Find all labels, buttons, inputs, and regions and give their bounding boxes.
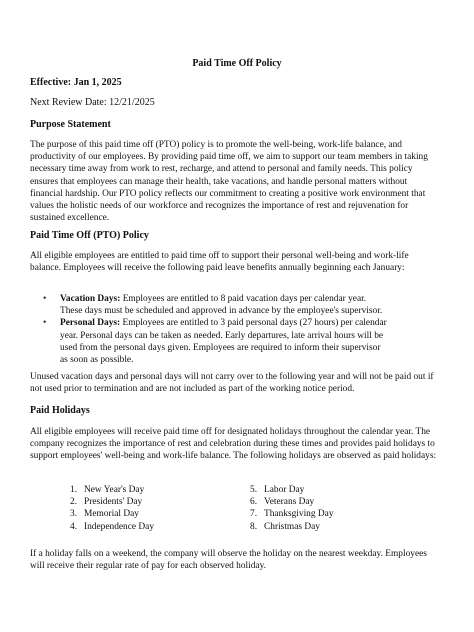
pto-benefits-list [43,293,390,366]
list-item: 1. New Year's Day [70,485,145,495]
purpose-paragraph: The purpose of this paid time off (PTO) policy is to promote the well-being, work-life balance, and productivity of our employees. By providing paid time off, we aim to support our team members in taking necessary time away from work to rest, recharge, and attend to personal and family needs. This policy ensures that employees can manage their health, take vacations, and handle personal matters without financial hardship. Our PTO policy reflects our commitment to creating a positive work environment that values the holistic needs of our workforce and recognizes the importance of rest and rejuvenation for sustained excellence. [30,140,428,224]
list-item [43,317,390,366]
list-item: 5. Labor Day [250,485,305,495]
effective-date: Effective: Jan 1, 2025 [30,77,122,88]
bullet-icon: • [43,318,47,329]
bullet-text: Employees are entitled to 8 paid vacation days per calendar year. These days must be scheduled and approved in advance by the employee's supervisor. [60,294,383,317]
weekend-holiday-paragraph: If a holiday falls on a weekend, the company will observe the holiday on the nearest weekday. Employees will receive their regular rate of pay for each observed holiday. [30,549,427,572]
holidays-heading: Paid Holidays [30,405,90,416]
list-item [43,293,390,317]
list-item: 3. Memorial Day [70,509,139,520]
carryover-paragraph: Unused vacation days and personal days will not carry over to the following year and will not be paid out if not used prior to termination and are not included as part of the working notice period. [30,372,434,395]
holidays-list-right [250,484,334,533]
list-item: 6. Veterans Day [250,497,315,508]
list-item: 8. Christmas Day [250,521,320,532]
bullet-text: Employees are entitled to 3 paid personal days (27 hours) per calendar year. Personal days can be taken as needed. Early departures, late arrival hours will be used from the personal days given. Employees are required to inform their supervisor as soon as possible. [60,318,387,366]
bullet-label: Personal Days: [60,318,121,329]
holidays-intro-paragraph: All eligible employees will receive paid time off for designated holidays throughout the calendar year. The company recognizes the importance of rest and celebration during these times and provides paid holidays to support employees' well-being and work-life balance. The following holidays are observed as paid holidays: [30,427,437,462]
bullet-icon: • [43,294,47,304]
list-item: 7. Thanksgiving Day [250,509,334,520]
list-item: 4. Independence Day [70,521,155,532]
bullet-label: Vacation Days: [60,294,121,304]
document-title: Paid Time Off Policy [192,58,282,69]
holidays-list-left [70,484,154,533]
next-review-date: Next Review Date: 12/21/2025 [30,97,155,108]
pto-heading: Paid Time Off (PTO) Policy [30,230,149,241]
list-item: 2. Presidents' Day [70,497,143,508]
pto-intro-paragraph: All eligible employees are entitled to paid time off to support their personal well-being and work-life balance. Employees will receive the following paid leave benefits annually beginning each January: [30,251,409,274]
purpose-heading: Purpose Statement [30,119,111,130]
